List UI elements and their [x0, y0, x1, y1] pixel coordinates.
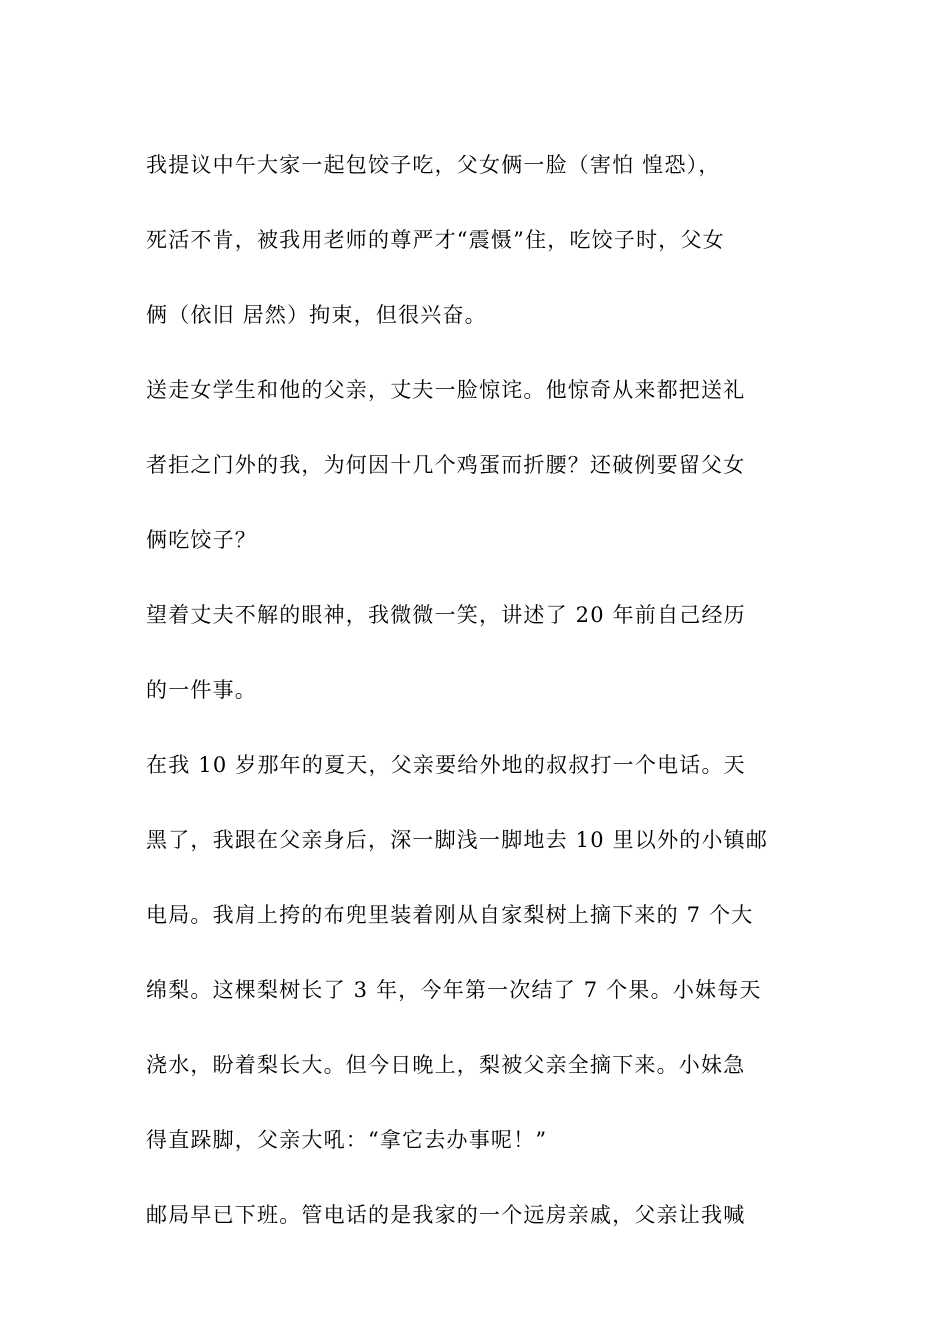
text-line: 的一件事。 — [146, 678, 257, 702]
text-line: 者拒之门外的我，为何因十几个鸡蛋而折腰？还破例要留父女 — [146, 453, 746, 477]
body-text — [146, 128, 810, 1253]
text-line: 绵梨。这棵梨树长了 3 年，今年第一次结了 7 个果。小妹每天 — [146, 978, 762, 1002]
text-line: 望着丈夫不解的眼神，我微微一笑，讲述了 20 年前自己经历 — [146, 603, 746, 627]
text-line: 俩吃饺子？ — [146, 528, 257, 552]
text-line: 邮局早已下班。管电话的是我家的一个远房亲戚，父亲让我喊 — [146, 1203, 746, 1227]
text-line: 得直跺脚，父亲大吼：“拿它去办事呢！” — [146, 1128, 548, 1152]
text-line: 在我 10 岁那年的夏天，父亲要给外地的叔叔打一个电话。天 — [146, 753, 746, 777]
text-line: 黑了，我跟在父亲身后，深一脚浅一脚地去 10 里以外的小镇邮 — [146, 828, 769, 852]
text-line: 浇水，盼着梨长大。但今日晚上，梨被父亲全摘下来。小妹急 — [146, 1053, 746, 1077]
text-line: 死活不肯，被我用老师的尊严才“震慑”住，吃饺子时，父女 — [146, 228, 725, 252]
text-line: 我提议中午大家一起包饺子吃，父女俩一脸（害怕 惶恐）， — [146, 153, 721, 177]
text-line: 俩（依旧 居然）拘束，但很兴奋。 — [146, 303, 487, 327]
text-line: 送走女学生和他的父亲，丈夫一脸惊诧。他惊奇从来都把送礼 — [146, 378, 746, 402]
text-line: 电局。我肩上挎的布兜里装着刚从自家梨树上摘下来的 7 个大 — [146, 903, 754, 927]
